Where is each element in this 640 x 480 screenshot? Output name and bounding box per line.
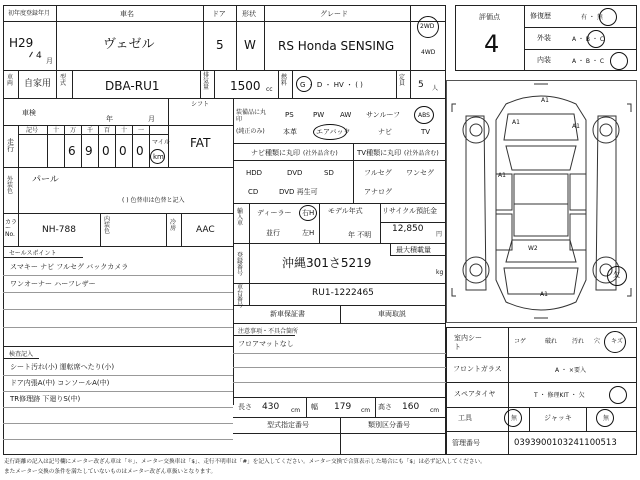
ac-label: 冷房 bbox=[170, 219, 177, 232]
seat-ana: 穴 bbox=[594, 338, 601, 345]
seat-kizu-circle bbox=[604, 331, 626, 353]
inspection-label: 車検 bbox=[22, 109, 36, 117]
import-right: 右H bbox=[302, 209, 315, 217]
jack-none-circle bbox=[596, 409, 614, 427]
seat-yabure: 破れ bbox=[545, 338, 558, 345]
diagram-mark-a1-door: A1 bbox=[498, 172, 506, 179]
interior-score-options: A ・ B ・ C bbox=[572, 58, 605, 65]
repair-options: 有 ・ 無 bbox=[581, 14, 603, 21]
length: 430 bbox=[262, 402, 280, 412]
shape: W bbox=[244, 38, 256, 52]
equip-pw: PW bbox=[313, 111, 325, 119]
drive-4wd: 4WD bbox=[421, 49, 436, 56]
tv-sub: (社外品含む) bbox=[404, 150, 439, 157]
mileage-col-1: 十 bbox=[53, 127, 60, 134]
mileage-col-3: 千 bbox=[87, 127, 94, 134]
grade-label: グレード bbox=[320, 10, 348, 18]
chassis-number: RU1-1222465 bbox=[312, 288, 374, 298]
shape-label: 形状 bbox=[242, 10, 256, 18]
capacity: 5 bbox=[418, 80, 424, 90]
model-year-label: モデル年式 bbox=[328, 207, 363, 215]
interior-c-circle bbox=[610, 52, 628, 70]
first-reg-month: 4 bbox=[36, 51, 42, 61]
tv-fullseg: フルセグ bbox=[364, 169, 392, 177]
inspection-month-unit: 月 bbox=[148, 115, 155, 123]
mileage-col-6: 一 bbox=[138, 127, 145, 134]
navi-hdd: HDD bbox=[246, 169, 263, 177]
fuel-options: G ・ D ・ HV ・ ( ) bbox=[300, 81, 363, 89]
mileage-unit-mile: マイル bbox=[152, 139, 170, 146]
usage: 自家用 bbox=[24, 79, 52, 89]
mgmt-number: 0393900103241100513 bbox=[514, 438, 617, 448]
caution-text: フロアマットなし bbox=[238, 340, 294, 348]
diagram-mark-a1-hood: A1 bbox=[512, 119, 520, 126]
diagram-mark-w2-rear: W2 bbox=[528, 245, 538, 252]
spare-text: T ・ 修理KIT ・ 欠 bbox=[534, 392, 585, 399]
tv-label: TV種類に丸印 bbox=[357, 149, 402, 157]
mileage-digit-4: 0 bbox=[136, 144, 144, 158]
jack-value: 無 bbox=[603, 415, 610, 422]
equip-sunroof: サンルーフ bbox=[366, 111, 401, 119]
length-label: 長さ bbox=[238, 403, 252, 411]
navi-sd: SD bbox=[324, 169, 334, 177]
equip-ps: PS bbox=[285, 111, 294, 119]
shift-label: シフト bbox=[191, 101, 210, 108]
max-load-label: 最大積載量 bbox=[396, 246, 431, 254]
navi-dvd-play: DVD 再生可 bbox=[279, 188, 318, 196]
mileage-digit-2: 0 bbox=[102, 144, 110, 158]
equip-airbag-circle bbox=[313, 124, 347, 140]
import-parallel: 並行 bbox=[266, 229, 280, 237]
repair-none-circle bbox=[599, 8, 617, 26]
model-year: 年 不明 bbox=[348, 231, 372, 239]
fuel-label: 燃料 bbox=[281, 74, 288, 87]
exterior-color: パール bbox=[32, 175, 59, 185]
tools-value: 無 bbox=[511, 415, 518, 422]
navi-label: ナビ種類に丸印 bbox=[251, 149, 300, 157]
spare-label: スペアタイヤ bbox=[454, 390, 496, 398]
import-dealer: ディーラー bbox=[257, 209, 292, 217]
seat-yogore: 汚れ bbox=[572, 338, 585, 345]
inspection-year-unit: 年 bbox=[106, 115, 113, 123]
diagram-mark-a1-side: A1 bbox=[572, 123, 580, 130]
footer-line2: またメーター交換の条件を満たしていないものはメーター改ざん車扱いとなります。 bbox=[4, 469, 217, 475]
interior-color-label: 内装色 bbox=[104, 216, 111, 235]
width: 179 bbox=[334, 402, 352, 412]
mileage-km-circle bbox=[150, 149, 165, 164]
glass-label: フロントガラス bbox=[453, 365, 502, 373]
mileage-col-4: 百 bbox=[104, 127, 111, 134]
displacement: 1500 bbox=[230, 79, 261, 93]
exterior-score-label: 外装 bbox=[537, 34, 551, 42]
sales-points-line2: ワンオーナー ハーフレザー bbox=[10, 280, 96, 288]
height-unit: cm bbox=[430, 407, 440, 414]
navi-cd: CD bbox=[248, 188, 259, 196]
doors: 5 bbox=[216, 38, 224, 52]
equipment-label: 装備品に丸印 bbox=[236, 109, 267, 124]
class-number-label: 類別区分番号 bbox=[368, 421, 410, 429]
first-reg-era: H29 bbox=[9, 36, 34, 50]
displacement-label: 排気量 bbox=[203, 72, 210, 91]
grade: RS Honda SENSING bbox=[278, 39, 395, 53]
tools-label: 工具 bbox=[458, 414, 472, 422]
equip-leather: 本革 bbox=[283, 128, 297, 136]
model: DBA-RU1 bbox=[105, 79, 160, 93]
interior-seat-label: 室内シート bbox=[454, 334, 482, 352]
mgmt-label: 管理番号 bbox=[452, 439, 480, 447]
exterior-label: 外装色 bbox=[7, 176, 14, 195]
spare-none-circle bbox=[609, 386, 627, 404]
warranty-doc: 新車保証書 bbox=[270, 310, 305, 318]
inspector-notes-line2: ドア内張A(中) コンソールA(中) bbox=[10, 379, 110, 387]
mileage-col-2: 万 bbox=[70, 127, 77, 134]
recycle: 12,850 bbox=[392, 224, 424, 234]
glass-text: A ・ ×要入 bbox=[555, 367, 586, 374]
car-diagram bbox=[446, 80, 637, 323]
diagram-mark-a1-front: A1 bbox=[541, 97, 549, 104]
capacity-unit: 人 bbox=[432, 85, 439, 92]
color-code-label: カラーNo. bbox=[5, 219, 18, 238]
equip-abs: ABS bbox=[418, 112, 430, 119]
manual-doc: 車両取説 bbox=[378, 310, 406, 318]
capacity-label: 定員 bbox=[399, 74, 406, 87]
navi-dvd: DVD bbox=[287, 169, 303, 177]
inspector-notes-label: 検査記入 bbox=[9, 351, 34, 358]
usage-label: 車両 bbox=[7, 74, 14, 87]
first-reg-month-unit: 月 bbox=[46, 57, 53, 65]
recycle-unit: 円 bbox=[436, 231, 443, 238]
model-label: 型式 bbox=[60, 74, 67, 87]
import-left: 左H bbox=[302, 229, 315, 237]
import-label: 輸入車 bbox=[237, 208, 244, 227]
ac: AAC bbox=[196, 225, 215, 235]
inspector-notes-line1: シート汚れ(小) 運転席へたり(小) bbox=[10, 363, 115, 371]
shift: FAT bbox=[190, 136, 211, 150]
equip-navi: ナビ bbox=[378, 128, 392, 136]
displacement-unit: cc bbox=[266, 86, 273, 93]
doors-label: ドア bbox=[212, 10, 226, 18]
equip-aw: AW bbox=[340, 111, 352, 119]
score-label: 評価点 bbox=[479, 13, 500, 21]
sales-points-line1: スマキー ナビ フルセグ バックカメラ bbox=[10, 263, 129, 271]
tools-none-circle bbox=[504, 409, 522, 427]
width-unit: cm bbox=[361, 407, 371, 414]
mileage-digit-3: 0 bbox=[119, 144, 127, 158]
height: 160 bbox=[402, 402, 420, 412]
interior-score-label: 内装 bbox=[537, 56, 551, 64]
exterior-b-circle bbox=[587, 30, 605, 48]
seat-koge: コゲ bbox=[514, 338, 527, 345]
equip-airbag: エアバック bbox=[316, 128, 351, 136]
navi-sub: (社外品含む) bbox=[303, 150, 338, 157]
registration-label: 登録番号 bbox=[237, 252, 244, 277]
equip-abs-circle bbox=[414, 106, 434, 124]
mileage-col-5: 十 bbox=[121, 127, 128, 134]
equipment-sublabel: (純正のみ) bbox=[236, 128, 265, 135]
mileage-digit-0: 6 bbox=[68, 144, 76, 158]
seat-kizu: キズ bbox=[611, 338, 623, 345]
footer-line1: 走行距離の記入は記号欄にメーター改ざん車は「＊」、メーター交換車は「$」、走行不明車は「#」を記入してください。メーター交換で合算表示した場合にも「$」は必ず記入してください。 bbox=[4, 459, 486, 465]
diagram-mark-a1-bumper: A1 bbox=[540, 291, 548, 298]
max-load-unit: kg bbox=[436, 269, 444, 276]
recycle-label: リサイクル預託金 bbox=[382, 207, 438, 215]
length-unit: cm bbox=[291, 407, 301, 414]
first-reg-label: 初年度登録年月 bbox=[8, 10, 51, 17]
mileage-col-0: 記号 bbox=[26, 127, 39, 134]
color-code: NH-788 bbox=[42, 225, 76, 235]
registration-number: 沖縄301さ5219 bbox=[282, 256, 372, 270]
fuel-g-circle bbox=[296, 76, 312, 92]
tv-analog: アナログ bbox=[364, 188, 392, 196]
import-right-circle bbox=[299, 205, 317, 221]
chassis-label: 車台番号 bbox=[237, 284, 244, 309]
inspector-notes-line3: TR修理跡 下廻りS(中) bbox=[10, 395, 81, 403]
sales-points-label: セールスポイント bbox=[9, 250, 57, 257]
tv-oneseg: ワンセグ bbox=[406, 169, 434, 177]
jack-label: ジャッキ bbox=[544, 414, 572, 422]
score-value: 4 bbox=[484, 30, 500, 58]
equip-tv: TV bbox=[421, 128, 431, 136]
car-name: ヴェゼル bbox=[103, 37, 155, 52]
height-label: 高さ bbox=[378, 403, 392, 411]
drive-2wd: 2WD bbox=[420, 23, 435, 30]
exterior-score-options: A ・ B ・ C bbox=[572, 36, 605, 43]
mileage-label: 走行 bbox=[7, 138, 14, 153]
mileage-unit-km: km bbox=[153, 153, 164, 161]
type-number-label: 型式指定番号 bbox=[267, 421, 309, 429]
exterior-note: ( ) 色替車は色替と記入 bbox=[122, 197, 185, 204]
mileage-digit-1: 9 bbox=[85, 144, 93, 158]
width-label: 幅 bbox=[311, 403, 318, 411]
repair-label: 修復歴 bbox=[530, 12, 551, 20]
caution-label: 注意事項・不具合箇所 bbox=[238, 328, 299, 335]
diagram-damage-mark: 欠 bbox=[613, 271, 620, 279]
car-name-label: 車名 bbox=[120, 10, 134, 18]
